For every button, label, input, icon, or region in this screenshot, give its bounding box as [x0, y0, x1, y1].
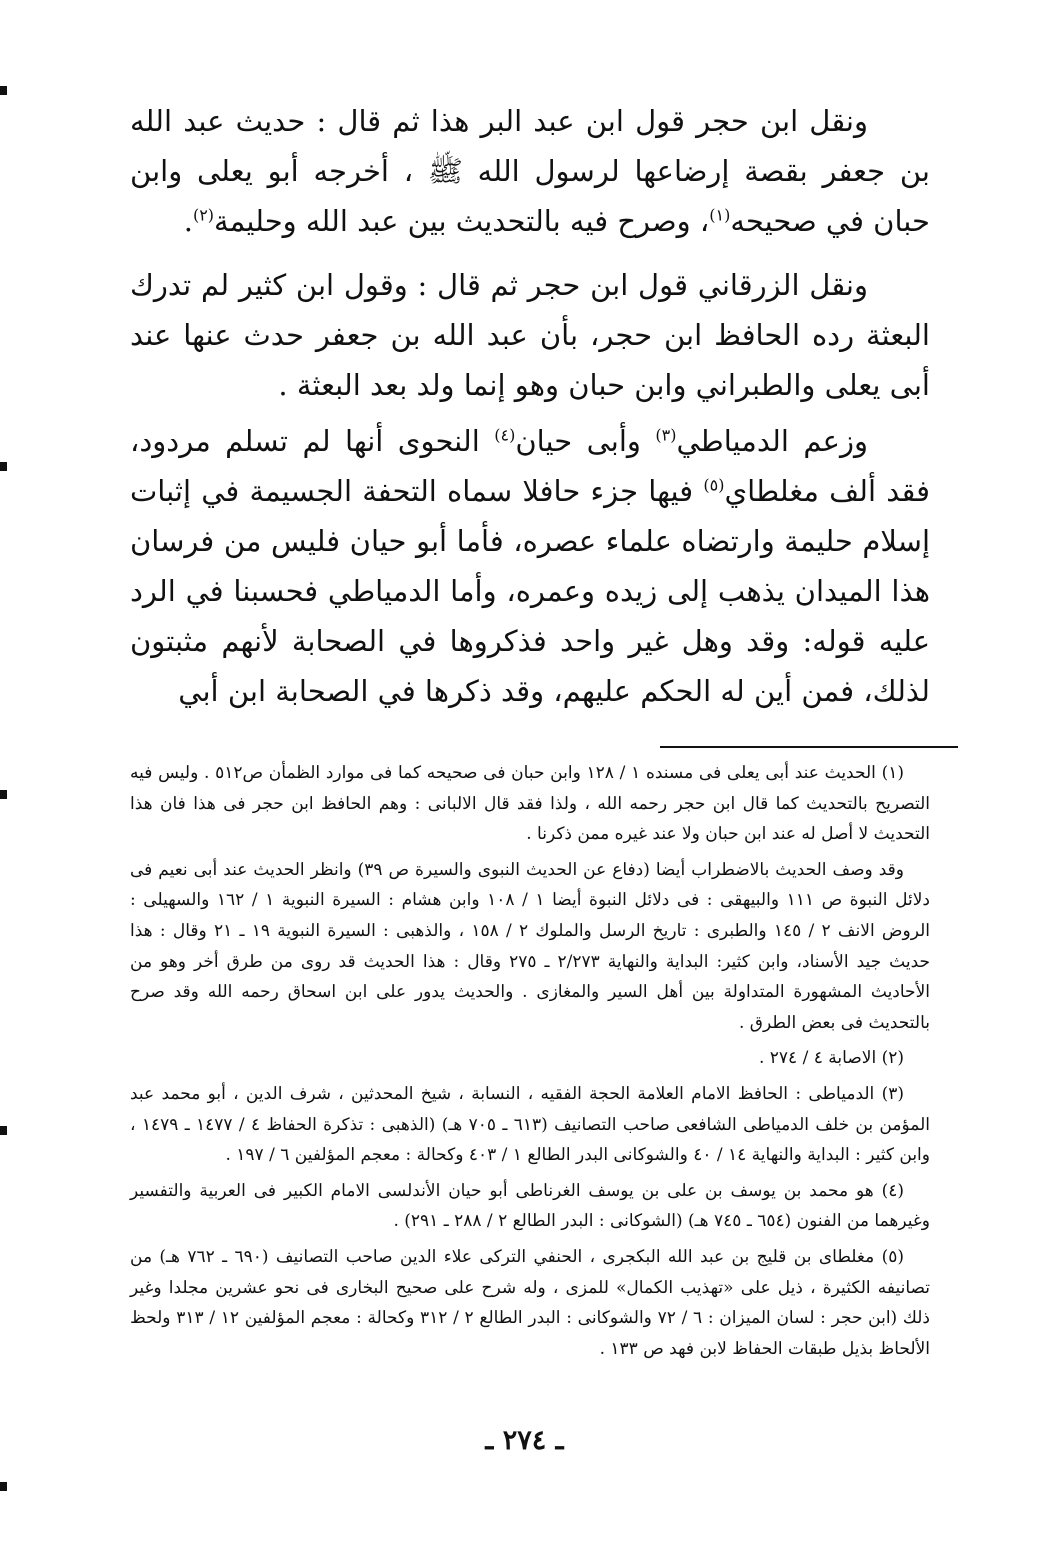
body-paragraph [130, 96, 930, 246]
scan-margin-mark [0, 1482, 7, 1491]
page-number: ـ ٢٧٤ ـ [485, 1425, 564, 1456]
paragraph-text: ونقل الزرقاني قول ابن حجر ثم قال : وقول ابن كثير لم تدرك البعثة رده الحافظ ابن حجر، بأن عبد الله بن جعفر حدث عنها عند أبى يعلى والطبراني وابن حبان وهو إنما ولد بعد البعثة . [130, 268, 930, 402]
paragraph-text: ، وصرح فيه بالتحديث بين عبد الله وحليمة [214, 204, 710, 238]
paragraph-text: النحوى أنها لم تسلم مردود، فقد ألف مغلطاي [130, 424, 930, 508]
footnote-reference: (٥) [703, 475, 725, 495]
footnote-1-continued: وقد وصف الحديث بالاضطراب أيضا (دفاع عن الحديث النبوى والسيرة ص ٣٩) وانظر الحديث عند أبى نعيم فى دلائل النبوة ص ١١١ والبيهقى : فى دلائل النبوة أيضا ١ / ١٠٨ وابن هشام : السيرة النبوية ١ / ١٦٢ والسهيلى : الروض الانف ٢ / ١٤٥ والطبرى : تاريخ الرسل والملوك ٢ / ١٥٨ ، والذهبى : السيرة النبوية ١٩ ـ ٢١ وقال : هذا حديث جيد الأسناد، وابن كثير: البداية والنهاية ٢/٢٧٣ ـ ٢٧٥ وقال : هذا الحديث قد روى من طرق أخر وهو من الأحاديث المشهورة المتداولة بين أهل السير والمغازى . والحديث يدور على ابن اسحاق رحمه الله وقد صرح بالتحديث فى بعض الطرق . [130, 859, 930, 1033]
scan-margin-mark [0, 1126, 7, 1135]
main-body-text [130, 96, 930, 730]
body-paragraph [130, 416, 930, 716]
paragraph-text: وأبى حيان [515, 424, 656, 458]
scan-margin-mark [0, 790, 7, 799]
footnote-separator [660, 746, 958, 748]
scan-margin-mark [0, 86, 7, 95]
footnote-5: (٥) مغلطاى بن قليج بن عبد الله البكجرى ، الحنفي التركى علاء الدين صاحب التصانيف (٦٩٠ ـ ٧٦٢ هـ) من تصانيفه الكثيرة ، ذيل على «تهذيب الكمال» للمزى ، وله شرح على صحيح البخارى فى نحو عشرين مجلدا وغير ذلك (ابن حجر : لسان الميزان : ٦ / ٧٢ والشوكانى : البدر الطالع ٢ / ٣١٢ وكحالة : معجم المؤلفين ١٢ / ٣١٣ ولحظ الألحاظ بذيل طبقات الحفاظ لابن فهد ص ١٣٣ . [130, 1246, 930, 1359]
footnote-2: (٢) الاصابة ٤ / ٢٧٤ . [758, 1048, 904, 1069]
footnote-1: (١) الحديث عند أبى يعلى فى مسنده ١ / ١٢٨ وابن حبان فى صحيحه كما فى موارد الظمأن ص٥١٢ . وليس فيه التصريح بالتحديث كما قال ابن حجر رحمه الله ، ولذا فقد قال الالبانى : وهم الحافظ ابن حجر فى هذا فان هذا التحديث لا أصل له عند ابن حبان ولا عند غيره ممن ذكرنا . [130, 763, 930, 845]
footnote-3: (٣) الدمياطى : الحافظ الامام العلامة الحجة الفقيه ، النسابة ، شيخ المحدثين ، شرف الدين ، أبو محمد عبد المؤمن بن خلف الدمياطى الشافعى صاحب التصانيف (٦١٣ ـ ٧٠٥ هـ) (الذهبى : تذكرة الحفاظ ٤ / ١٤٧٧ ـ ١٤٧٩ ، وابن كثير : البداية والنهاية ١٤ / ٤٠ والشوكانى البدر الطالع ١ / ٤٠٣ وكحالة : معجم المؤلفين ٦ / ١٩٧ . [130, 1083, 930, 1166]
paragraph-text: وزعم الدمياطي [676, 424, 868, 458]
paragraph-text: . [183, 204, 193, 238]
scan-margin-mark [0, 462, 7, 471]
footnote-reference: (٢) [192, 205, 215, 225]
footnotes-section [130, 758, 930, 1369]
body-paragraph [130, 260, 930, 410]
paragraph-text: ونقل ابن حجر قول ابن عبد البر هذا ثم قال : حديث عبد الله بن جعفر بقصة إرضاعها لرسول الله ﷺ ، أخرجه أبو يعلى وابن حبان في صحيحه [130, 104, 930, 238]
footnote-reference: (٤) [494, 425, 516, 445]
paragraph-text: فيها جزء حافلا سماه التحفة الجسيمة في إثبات إسلام حليمة وارتضاه علماء عصره، فأما أبو حيان فليس من فرسان هذا الميدان يذهب إلى زيده وعمره، وأما الدمياطي فحسبنا في الرد عليه قوله: وقد وهل غير واحد فذكروها في الصحابة لأنهم مثبتون لذلك، فمن أين له الحكم عليهم، وقد ذكرها في الصحابة ابن أبي [130, 474, 930, 708]
footnote-reference: (١) [709, 205, 731, 225]
footnote-reference: (٣) [655, 425, 677, 445]
footnote-4: (٤) هو محمد بن يوسف بن على بن يوسف الغرناطى أبو حيان الأندلسى الامام الكبير فى العربية والتفسير وغيرهما من الفنون (٦٥٤ ـ ٧٤٥ هـ) (الشوكانى : البدر الطالع ٢ / ٢٨٨ ـ ٢٩١) . [130, 1180, 930, 1232]
